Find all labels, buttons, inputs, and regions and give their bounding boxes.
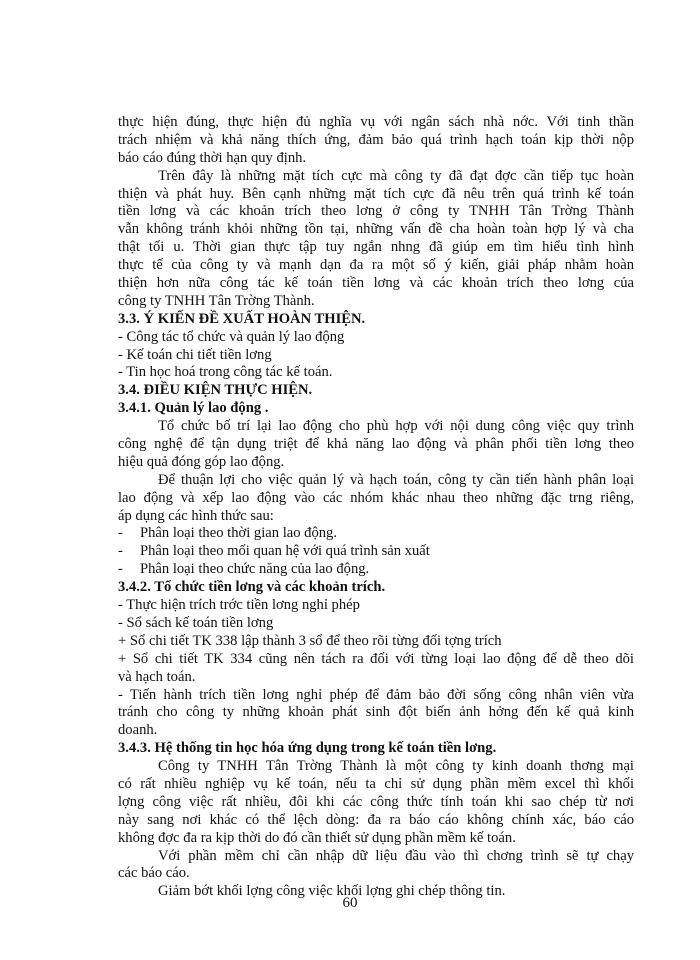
text-line: tiền lơng và các khoản trích theo lơng ở công ty TNHH Tân Trờng Thành: [118, 203, 634, 220]
text-line: Để thuận lợi cho việc quản lý và hạch toán, công ty cần tiến hành phân loại: [158, 471, 634, 488]
text-line: Tổ chức bố trí lại lao động cho phù hợp với nội dung công việc quy trình: [158, 418, 634, 435]
text-line: - Công tác tổ chức và quản lý lao động: [118, 328, 345, 345]
bullet-dash-mark: -: [118, 543, 123, 560]
text-line: - Sổ sách kế toán tiền lơng: [118, 614, 274, 631]
text-line: này sang nơi khác có thể lệch dòng: đa ra báo cáo không chính xác, báo cáo: [118, 811, 634, 828]
bullet-dash-mark: -: [118, 561, 123, 578]
bullet-dash-mark: -: [118, 525, 123, 542]
text-line: lợng công việc rất nhiều, đôi khi các công thức tính toán khi sao chép từ nơi: [118, 793, 634, 810]
text-line: tránh cho công ty những khoản phát sinh đột biến ảnh hởng đến kế quả kinh: [118, 704, 634, 721]
section-heading: 3.4.3. Hệ thống tin học hóa ứng dụng trong kế toán tiền lơng.: [118, 740, 497, 757]
text-line: có rất nhiều nghiệp vụ kế toán, nếu ta chỉ sử dụng phần mềm excel thì khối: [118, 775, 634, 792]
text-line: thực tế của công ty và mạnh dạn đa ra một số ý kiến, giải pháp nhằm hoàn: [118, 257, 634, 274]
text-line: công nghệ để tận dụng triệt để khả năng lao động và phân phối tiền lơng theo: [118, 436, 634, 453]
text-line: vẫn không tránh khỏi những tồn tại, những vấn đề cha hoàn toàn hợp lý và cha: [118, 221, 634, 238]
section-heading: 3.4.2. Tổ chức tiền lơng và các khoản trích.: [118, 579, 386, 596]
text-line: + Sổ chi tiết TK 334 cũng nên tách ra đối với từng loại lao động để dễ theo dõi: [118, 650, 634, 667]
text-line: thiện và phát huy. Bên cạnh những mặt tích cực đã nêu trên quá trình kế toán: [118, 185, 634, 202]
bullet-list-item: [118, 525, 634, 543]
text-line: không đợc đa ra kịp thời do đó cần thiết sử dụng phần mềm kế toán.: [118, 829, 516, 846]
bullet-text: Phân loại theo mối quan hệ với quá trình sản xuất: [140, 543, 430, 560]
section-heading: 3.4. ĐIỀU KIỆN THỰC HIỆN.: [118, 382, 313, 399]
text-line: Công ty TNHH Tân Trờng Thành là một công ty kinh doanh thơng mại: [158, 758, 634, 775]
text-line: + Sổ chi tiết TK 338 lập thành 3 sổ để theo rõi từng đối tợng trích: [118, 632, 502, 649]
text-line: Giảm bớt khối lợng công việc khối lợng ghi chép thông tin.: [158, 883, 506, 900]
text-line: doanh.: [118, 722, 158, 739]
text-line: - Kế toán chi tiết tiền lơng: [118, 346, 272, 363]
text-line: - Tiến hành trích tiền lơng nghỉ phép để đảm bảo đời sống công nhân viên vừa: [118, 686, 634, 703]
page-number: 60: [342, 895, 358, 911]
text-line: lao động và xếp lao động vào các nhóm khác nhau theo những đặc trng riêng,: [118, 489, 634, 506]
text-line: trách nhiệm và khả năng thích ứng, đảm bảo quá trình hạch toán kịp thời nộp: [118, 131, 634, 148]
text-line: các báo cáo.: [118, 865, 190, 882]
text-line: - Tin học hoá trong công tác kế toán.: [118, 364, 333, 381]
bullet-text: Phân loại theo chức năng của lao động.: [140, 561, 370, 578]
bullet-list-item: [118, 561, 634, 579]
text-line: hiệu quả đóng góp lao động.: [118, 453, 285, 470]
text-line: thực hiện đúng, thực hiện đủ nghĩa vụ với ngân sách nhà nớc. Với tinh thần: [118, 114, 634, 130]
bullet-list-item: [118, 543, 634, 561]
text-line: Trên đây là những mặt tích cực mà công ty đã đạt đợc cần tiếp tục hoàn: [158, 167, 634, 184]
section-heading: 3.3. Ý KIẾN ĐỀ XUẤT HOÀN THIỆN.: [118, 310, 366, 327]
text-line: thiện hơn nữa công tác kế toán tiền lơng và các khoản trích theo lơng của: [118, 275, 634, 292]
text-line: áp dụng các hình thức sau:: [118, 507, 274, 524]
text-line: công ty TNHH Tân Trờng Thành.: [118, 292, 315, 309]
text-line: - Thực hiện trích trớc tiền lơng nghỉ phép: [118, 597, 360, 614]
text-line: báo cáo đúng thời hạn quy định.: [118, 149, 307, 166]
section-heading: 3.4.1. Quản lý lao động .: [118, 400, 269, 417]
text-line: Với phần mềm chỉ cần nhập dữ liệu đầu vào thì chơng trình sẽ tự chạy: [158, 847, 634, 864]
bullet-text: Phân loại theo thời gian lao động.: [140, 525, 338, 542]
text-line: thật tối u. Thời gian thực tập tuy ngắn nhng đã giúp em tìm hiểu tình hình: [118, 239, 634, 256]
text-line: và hạch toán.: [118, 668, 196, 685]
document-body: [118, 114, 634, 901]
